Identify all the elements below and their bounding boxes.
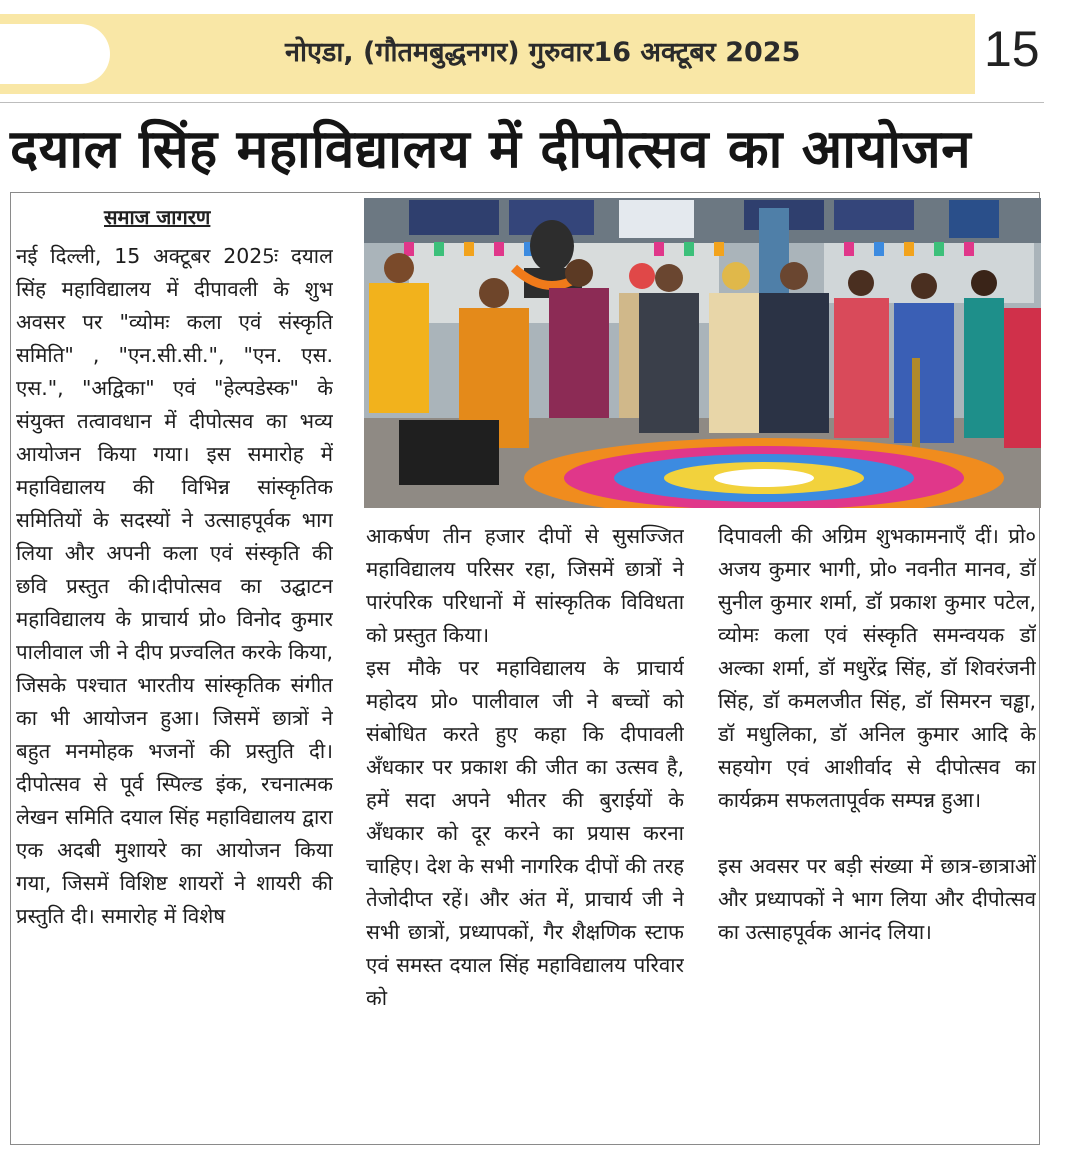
paragraph: इस अवसर पर बड़ी संख्या में छात्र-छात्राओं और प्रध्यापकों ने भाग लिया और दीपोत्सव का उत्साहपूर्वक आनंद लिया। [718, 854, 1036, 944]
dateline: नोएडा, (गौतमबुद्धनगर) गुरुवार16 अक्टूबर 2025 [285, 37, 801, 68]
paragraph: आकर्षण तीन हजार दीपों से सुसज्जित महाविद्यालय परिसर रहा, जिसमें छात्रों ने पारंपरिक परिधानों में सांस्कृतिक विविधता को प्रस्तुत किया। [366, 524, 684, 647]
paragraph: नई दिल्ली, 15 अक्टूबर 2025ः दयाल सिंह महाविद्यालय में दीपावली के शुभ अवसर पर "व्योमः कला एवं संस्कृति समिति" , "एन.सी.सी.", "एन. एस. एस.", "अद्विका" एवं "हेल्पडेस्क" के संयुक्त तत्वावधान में दीपोत्सव का भव्य आयोजन किया गया। इस समारोह में महाविद्यालय की विभिन्न सांस्कृतिक समितियों के सदस्यों ने उत्साहपूर्वक भाग लिया और अपनी कला एवं संस्कृति की छवि प्रस्तुत की।दीपोत्सव का उद्घाटन महाविद्यालय के प्राचार्य प्रो० विनोद कुमार पालीवाल जी ने दीप प्रज्वलित करके किया, जिसके पश्चात भारतीय सांस्कृतिक संगीत का भी आयोजन हुआ। जिसमें छात्रों ने बहुत मनमोहक भजनों की प्रस्तुति दी। दीपोत्सव से पूर्व स्पिल्ड इंक, रचनात्मक लेखन समिति दयाल सिंह महाविद्यालय द्वारा एक अदबी मुशायरे का आयोजन किया गया, जिसमें विशिष्ट शायरों ने शायरी की प्रस्तुति दी। समारोह में विशेष [16, 244, 333, 928]
page-number: 15 [984, 21, 1040, 77]
paragraph: दिपावली की अग्रिम शुभकामनाएँ दीं। प्रो० अजय कुमार भागी, प्रो० नवनीत मानव, डॉ सुनील कुमार शर्मा, डॉ प्रकाश कुमार पटेल, व्योमः कला एवं संस्कृति समन्वयक डॉ अल्का शर्मा, डॉ मधुरेंद्र सिंह, डॉ शिवरंजनी सिंह, डॉ कमलजीत सिंह, डॉ सिमरन चड्ढा, डॉ मधुलिका, डॉ अनिल कुमार आदि के सहयोग एवं आशीर्वाद से दीपोत्सव का कार्यक्रम सफलतापूर्वक सम्पन्न हुआ। [718, 524, 1036, 812]
divider [0, 102, 1044, 103]
masthead-ornament [0, 24, 110, 84]
article-headline: दयाल सिंह महाविद्यालय में दीपोत्सव का आयोजन [10, 119, 972, 180]
article-column-3 [718, 520, 1036, 1135]
article-column-2 [366, 520, 684, 1135]
event-photo [364, 198, 1041, 508]
paragraph: इस मौके पर महाविद्यालय के प्राचार्य महोदय प्रो० पालीवाल जी ने बच्चों को संबोधित करते हुए कहा कि दीपावली अँधकार पर प्रकाश की जीत का उत्सव है, हमें सदा अपने भीतर की बुराईयों के अँधकार को दूर करने का प्रयास करना चाहिए। देश के सभी नागरिक दीपों की तरह तेजोदीप्त रहें। और अंत में, प्राचार्य जी ने सभी छात्रों, प्रध्यापकों, गैर शैक्षणिक स्टाफ एवं समस्त दयाल सिंह महाविद्यालय परिवार को [366, 656, 684, 1010]
article-column-1 [16, 240, 333, 1135]
byline: समाज जागरण [104, 205, 211, 229]
